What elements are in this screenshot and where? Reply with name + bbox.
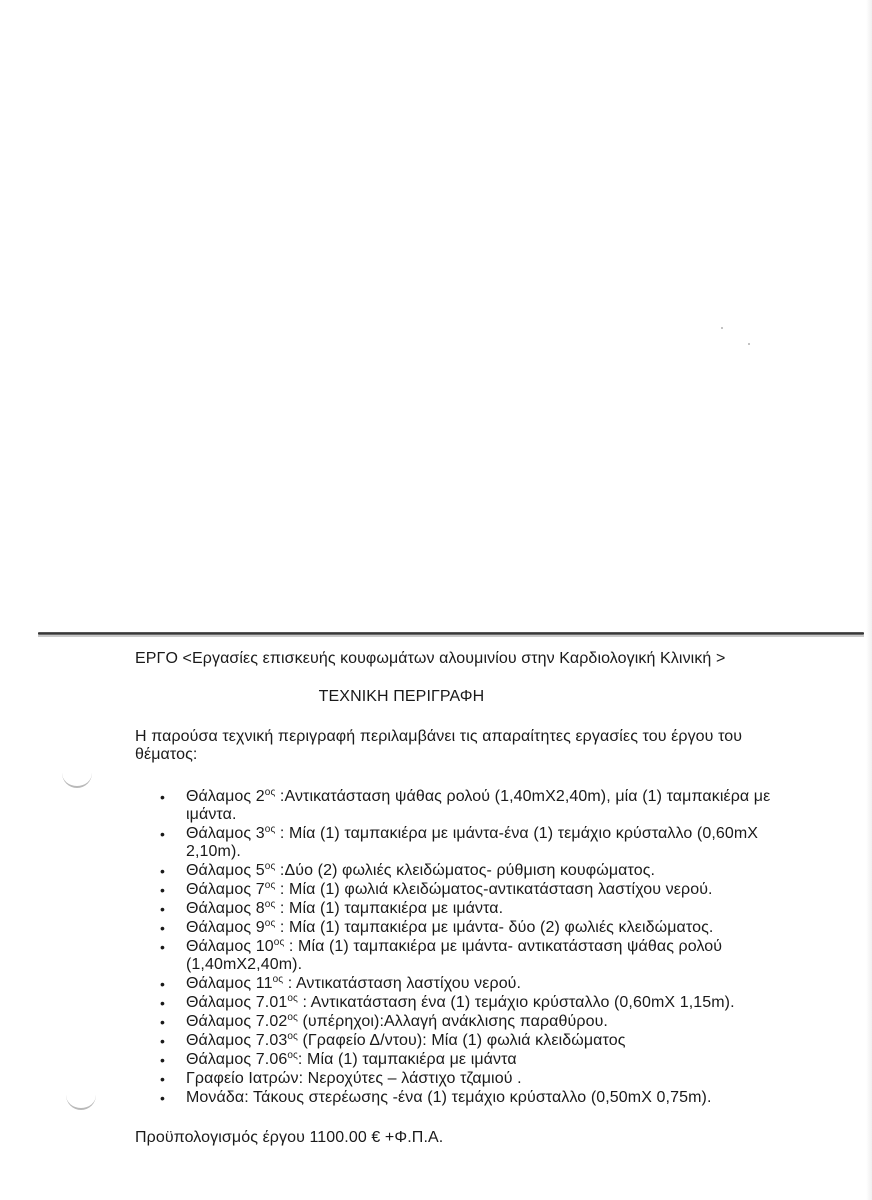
item-room: Θάλαμος 7.01: [186, 994, 288, 1011]
item-ordinal: ος: [287, 1031, 298, 1042]
page-edge-shadow: [866, 0, 872, 1200]
list-item: [135, 1051, 811, 1069]
intro-paragraph: Η παρούσα τεχνική περιγραφή περιλαμβάνει τις απαραίτητες εργασίες του έργου του θέματος:: [135, 728, 743, 763]
item-description: (Γραφείο Δ/ντου): Μία (1) φωλιά κλειδώματος: [297, 1032, 626, 1049]
item-description: : Αντικατάσταση ένα (1) τεμάχιο κρύσταλλο (0,60mX 1,15m).: [297, 994, 735, 1011]
item-description: :Αντικατάσταση ψάθας ρολού (1,40mX2,40m), μία (1) ταμπακιέρα με ιμάντα.: [186, 788, 771, 823]
list-item: [135, 788, 811, 824]
item-room: Θάλαμος 2: [186, 788, 265, 805]
document-body: [135, 650, 835, 1147]
scan-speck: [748, 343, 750, 345]
bullet-icon: •: [160, 1014, 166, 1030]
item-ordinal: ος: [264, 824, 276, 835]
item-description: : Μία (1) ταμπακιέρα με ιμάντα: [297, 1051, 517, 1068]
item-room: Θάλαμος 5: [186, 862, 265, 879]
list-item: [135, 825, 811, 861]
item-description: (υπέρηχοι):Αλλαγή ανάκλισης παραθύρου.: [297, 1013, 608, 1030]
item-ordinal: ος: [264, 899, 276, 910]
item-room: Θάλαμος 9: [186, 919, 265, 936]
item-room: Θάλαμος 7: [186, 881, 265, 898]
item-ordinal: ος: [287, 1050, 298, 1061]
item-room: Θάλαμος 11: [186, 975, 273, 992]
item-ordinal: ος: [264, 787, 276, 798]
bullet-icon: •: [160, 826, 166, 842]
budget-line: Προϋπολογισμός έργου 1100.00 € +Φ.Π.Α.: [135, 1129, 444, 1146]
item-room: Θάλαμος 8: [186, 900, 265, 917]
item-ordinal: ος: [273, 937, 285, 948]
item-room: Θάλαμος 7.03: [186, 1032, 288, 1049]
bullet-icon: •: [160, 920, 166, 936]
item-ordinal: ος: [287, 1012, 298, 1023]
item-description: : Μία (1) ταμπακιέρα με ιμάντα- αντικατάσταση ψάθας ρολού (1,40mX2,40m).: [186, 938, 723, 973]
list-item: [135, 975, 811, 993]
item-description: : Μία (1) ταμπακιέρα με ιμάντα- δύο (2) φωλιές κλειδώματος.: [275, 919, 714, 936]
project-line: ΕΡΓΟ <Εργασίες επισκευής κουφωμάτων αλουμινίου στην Καρδιολογική Κλινική >: [135, 650, 726, 667]
item-ordinal: ος: [272, 974, 284, 985]
item-ordinal: ος: [264, 918, 276, 929]
bullet-icon: •: [160, 1033, 166, 1049]
bullet-icon: •: [160, 995, 166, 1011]
list-item: [135, 1013, 811, 1031]
punch-hole-mark: [66, 1094, 96, 1110]
list-item: [135, 900, 811, 918]
list-item: [135, 938, 811, 974]
bullet-icon: •: [160, 976, 166, 992]
item-description: : Μία (1) ταμπακιέρα με ιμάντα-ένα (1) τεμάχιο κρύσταλλο (0,60mX 2,10m).: [186, 825, 759, 860]
item-room: Θάλαμος 3: [186, 825, 265, 842]
list-item: [135, 1089, 811, 1107]
list-item: [135, 1070, 811, 1088]
bullet-icon: •: [160, 882, 166, 898]
item-description: :Δύο (2) φωλιές κλειδώματος- ρύθμιση κουφώματος.: [275, 862, 656, 879]
item-text: Μονάδα: Τάκους στερέωσης -ένα (1) τεμάχιο κρύσταλλο (0,50mX 0,75m).: [186, 1089, 712, 1106]
item-room: Θάλαμος 10: [186, 938, 274, 955]
work-items-list: [135, 788, 835, 1107]
list-item: [135, 1032, 811, 1050]
bullet-icon: •: [160, 789, 166, 805]
bullet-icon: •: [160, 1071, 166, 1087]
item-description: : Μία (1) ταμπακιέρα με ιμάντα.: [275, 900, 504, 917]
list-item: [135, 881, 811, 899]
punch-hole-mark: [62, 772, 92, 788]
scan-speck: [721, 327, 723, 329]
bullet-icon: •: [160, 863, 166, 879]
item-ordinal: ος: [264, 880, 276, 891]
bullet-icon: •: [160, 901, 166, 917]
bullet-icon: •: [160, 1052, 166, 1068]
list-item: [135, 862, 811, 880]
item-text: Γραφείο Ιατρών: Νεροχύτες – λάστιχο τζαμιού .: [186, 1070, 522, 1087]
list-item: [135, 994, 811, 1012]
item-ordinal: ος: [287, 993, 298, 1004]
bullet-icon: •: [160, 1090, 166, 1106]
document-title: ΤΕΧΝΙΚΗ ΠΕΡΙΓΡΑΦΗ: [318, 688, 485, 705]
item-ordinal: ος: [264, 861, 276, 872]
item-description: : Μία (1) φωλιά κλειδώματος-αντικατάσταση λαστίχου νερού.: [275, 881, 713, 898]
item-room: Θάλαμος 7.02: [186, 1013, 288, 1030]
list-item: [135, 919, 811, 937]
item-room: Θάλαμος 7.06: [186, 1051, 288, 1068]
paper-fold-shadow: [38, 635, 864, 637]
item-description: : Αντικατάσταση λαστίχου νερού.: [283, 975, 522, 992]
bullet-icon: •: [160, 939, 166, 955]
